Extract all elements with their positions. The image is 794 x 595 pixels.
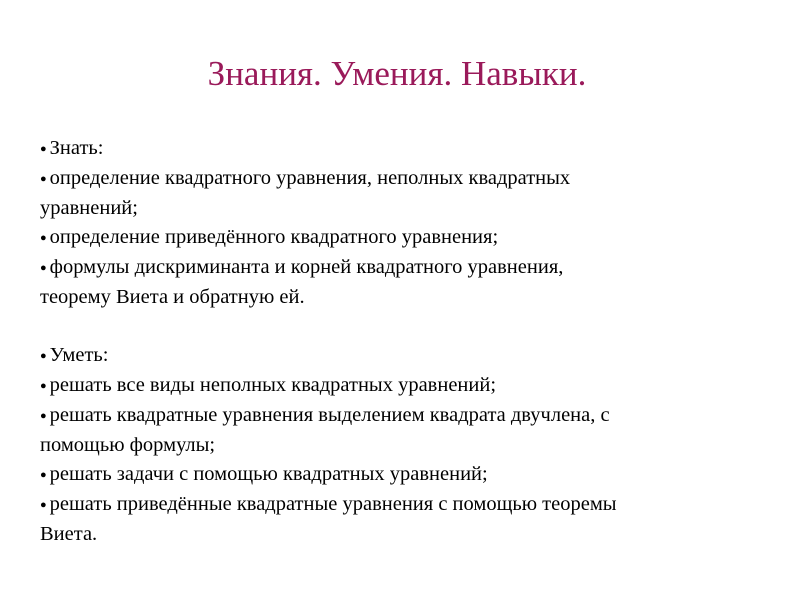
list-item-continuation: помощью формулы; [40, 434, 216, 456]
bullet-icon: ● [40, 143, 47, 155]
list-item: ● определение приведённого квадратного уравнения; [40, 226, 499, 248]
list-item: ● определение квадратного уравнения, неполных квадратных [40, 167, 571, 189]
list-item: ● решать все виды неполных квадратных уравнений; [40, 374, 497, 396]
bullet-icon: ● [40, 173, 47, 185]
bullet-icon: ● [40, 262, 47, 274]
section-can [40, 341, 730, 549]
list-item: ● решать задачи с помощью квадратных уравнений; [40, 463, 488, 485]
slide-content [40, 134, 730, 549]
list-item-continuation: Виета. [40, 523, 98, 545]
list-item: ● решать квадратные уравнения выделением квадрата двучлена, с [40, 404, 610, 426]
section-know [40, 134, 730, 312]
list-item: ● формулы дискриминанта и корней квадратного уравнения, [40, 256, 564, 278]
section-heading: ● Уметь: [40, 344, 109, 366]
slide-title: Знания. Умения. Навыки. [207, 54, 587, 93]
bullet-icon: ● [40, 232, 47, 244]
list-item: ● решать приведённые квадратные уравнения с помощью теоремы [40, 493, 617, 515]
bullet-icon: ● [40, 499, 47, 511]
bullet-icon: ● [40, 410, 47, 422]
list-item-continuation: уравнений; [40, 197, 138, 219]
bullet-icon: ● [40, 380, 47, 392]
bullet-icon: ● [40, 469, 47, 481]
bullet-icon: ● [40, 350, 47, 362]
section-heading: ● Знать: [40, 137, 104, 159]
list-item-continuation: теорему Виета и обратную ей. [40, 286, 305, 308]
